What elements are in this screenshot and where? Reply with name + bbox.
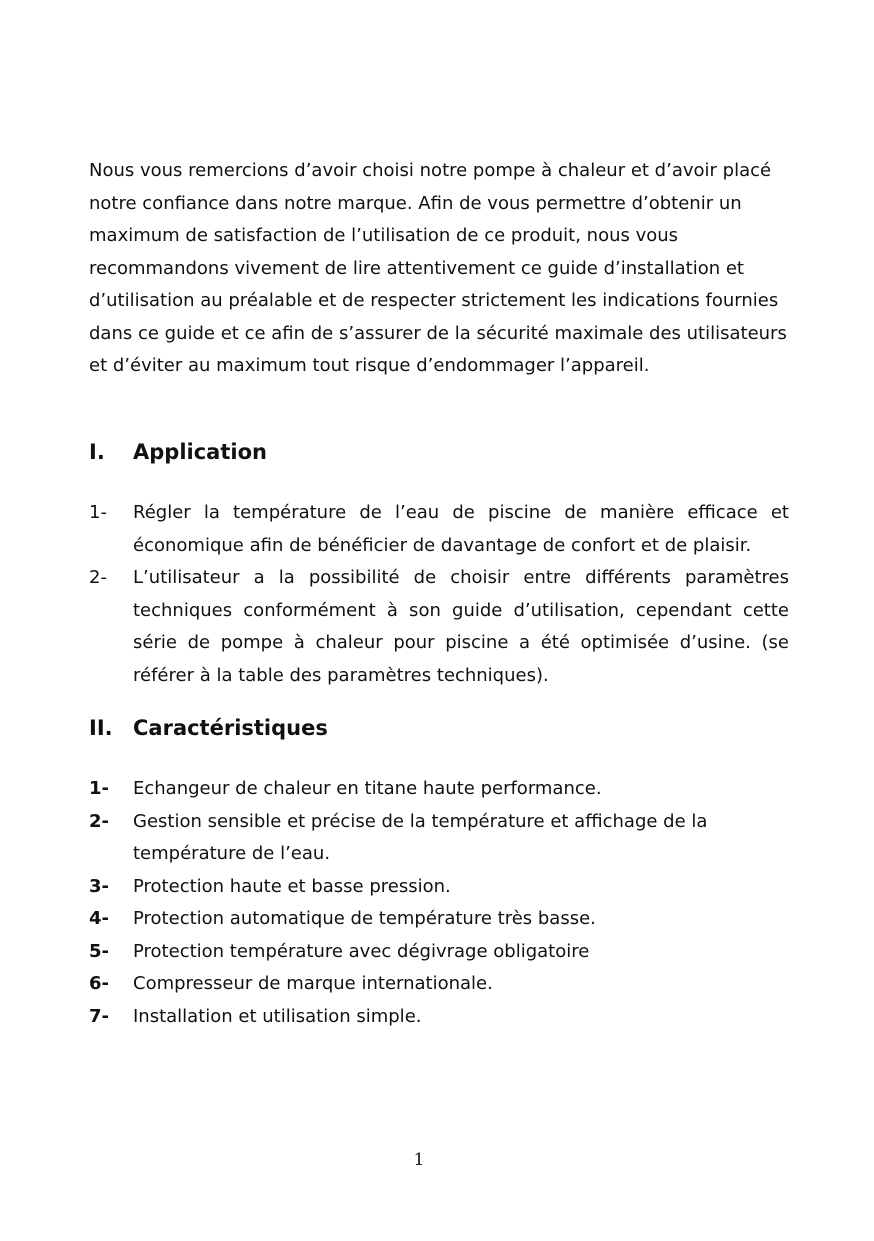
section-heading-caracteristiques <box>89 716 328 740</box>
list-marker: 7- <box>89 1005 109 1027</box>
list-item-text: L’utilisateur a la possibilité de choisir entre différents paramètres techniques conformément à son guide d’utilisation, cependant cette série de pompe à chaleur pour piscine a été optimisée d’usine. (se référer à la table des paramètres techniques). <box>133 567 789 686</box>
list-marker: 4- <box>89 908 109 929</box>
list-item-text: Régler la température de l’eau de piscine de manière efficace et économique afin de bénéficier de davantage de confort et de plaisir. <box>133 502 789 556</box>
list-item <box>89 936 709 969</box>
list-item <box>89 497 789 562</box>
list-item <box>89 903 709 936</box>
list-item <box>89 562 789 692</box>
list-item-text: Protection haute et basse pression. <box>133 875 451 897</box>
section-title: Caractéristiques <box>133 716 328 740</box>
list-item-text: Protection température avec dégivrage obligatoire <box>133 940 590 962</box>
section-heading-application <box>89 440 267 464</box>
list-item-text: Gestion sensible et précise de la température et affichage de la température de l’eau. <box>133 810 708 864</box>
list-item-text: Protection automatique de température très basse. <box>133 908 596 929</box>
list-item-text: Echangeur de chaleur en titane haute performance. <box>133 778 602 799</box>
list-item-text: Installation et utilisation simple. <box>133 1005 422 1027</box>
section-number: II. <box>89 716 113 740</box>
list-item <box>89 968 709 1001</box>
list-marker: 2- <box>89 567 107 588</box>
list-marker: 1- <box>89 502 107 523</box>
section-number: I. <box>89 440 105 464</box>
list-marker: 5- <box>89 940 109 962</box>
intro-paragraph: Nous vous remercions d’avoir choisi notre pompe à chaleur et d’avoir placé notre confiance dans notre marque. Afin de vous permettre d’obtenir un maximum de satisfaction de l’utilisation de ce produit, nous vous recommandons vivement de lire attentivement ce guide d’installation et d’utilisation au préalable et de respecter strictement les indications fournies dans ce guide et ce afin de s’assurer de la sécurité maximale des utilisateurs et d’éviter au maximum tout risque d’endommager l’appareil. <box>89 160 787 376</box>
list-item <box>89 871 709 904</box>
caracteristiques-list <box>89 773 709 1033</box>
list-marker: 3- <box>89 875 109 897</box>
section-title: Application <box>133 440 267 464</box>
list-item <box>89 1001 709 1034</box>
list-item <box>89 806 709 871</box>
list-marker: 2- <box>89 810 109 832</box>
page-number: 1 <box>413 1150 425 1170</box>
list-marker: 1- <box>89 778 109 799</box>
list-item-text: Compresseur de marque internationale. <box>133 973 493 994</box>
application-list <box>89 497 789 692</box>
list-marker: 6- <box>89 973 109 994</box>
list-item <box>89 773 709 806</box>
